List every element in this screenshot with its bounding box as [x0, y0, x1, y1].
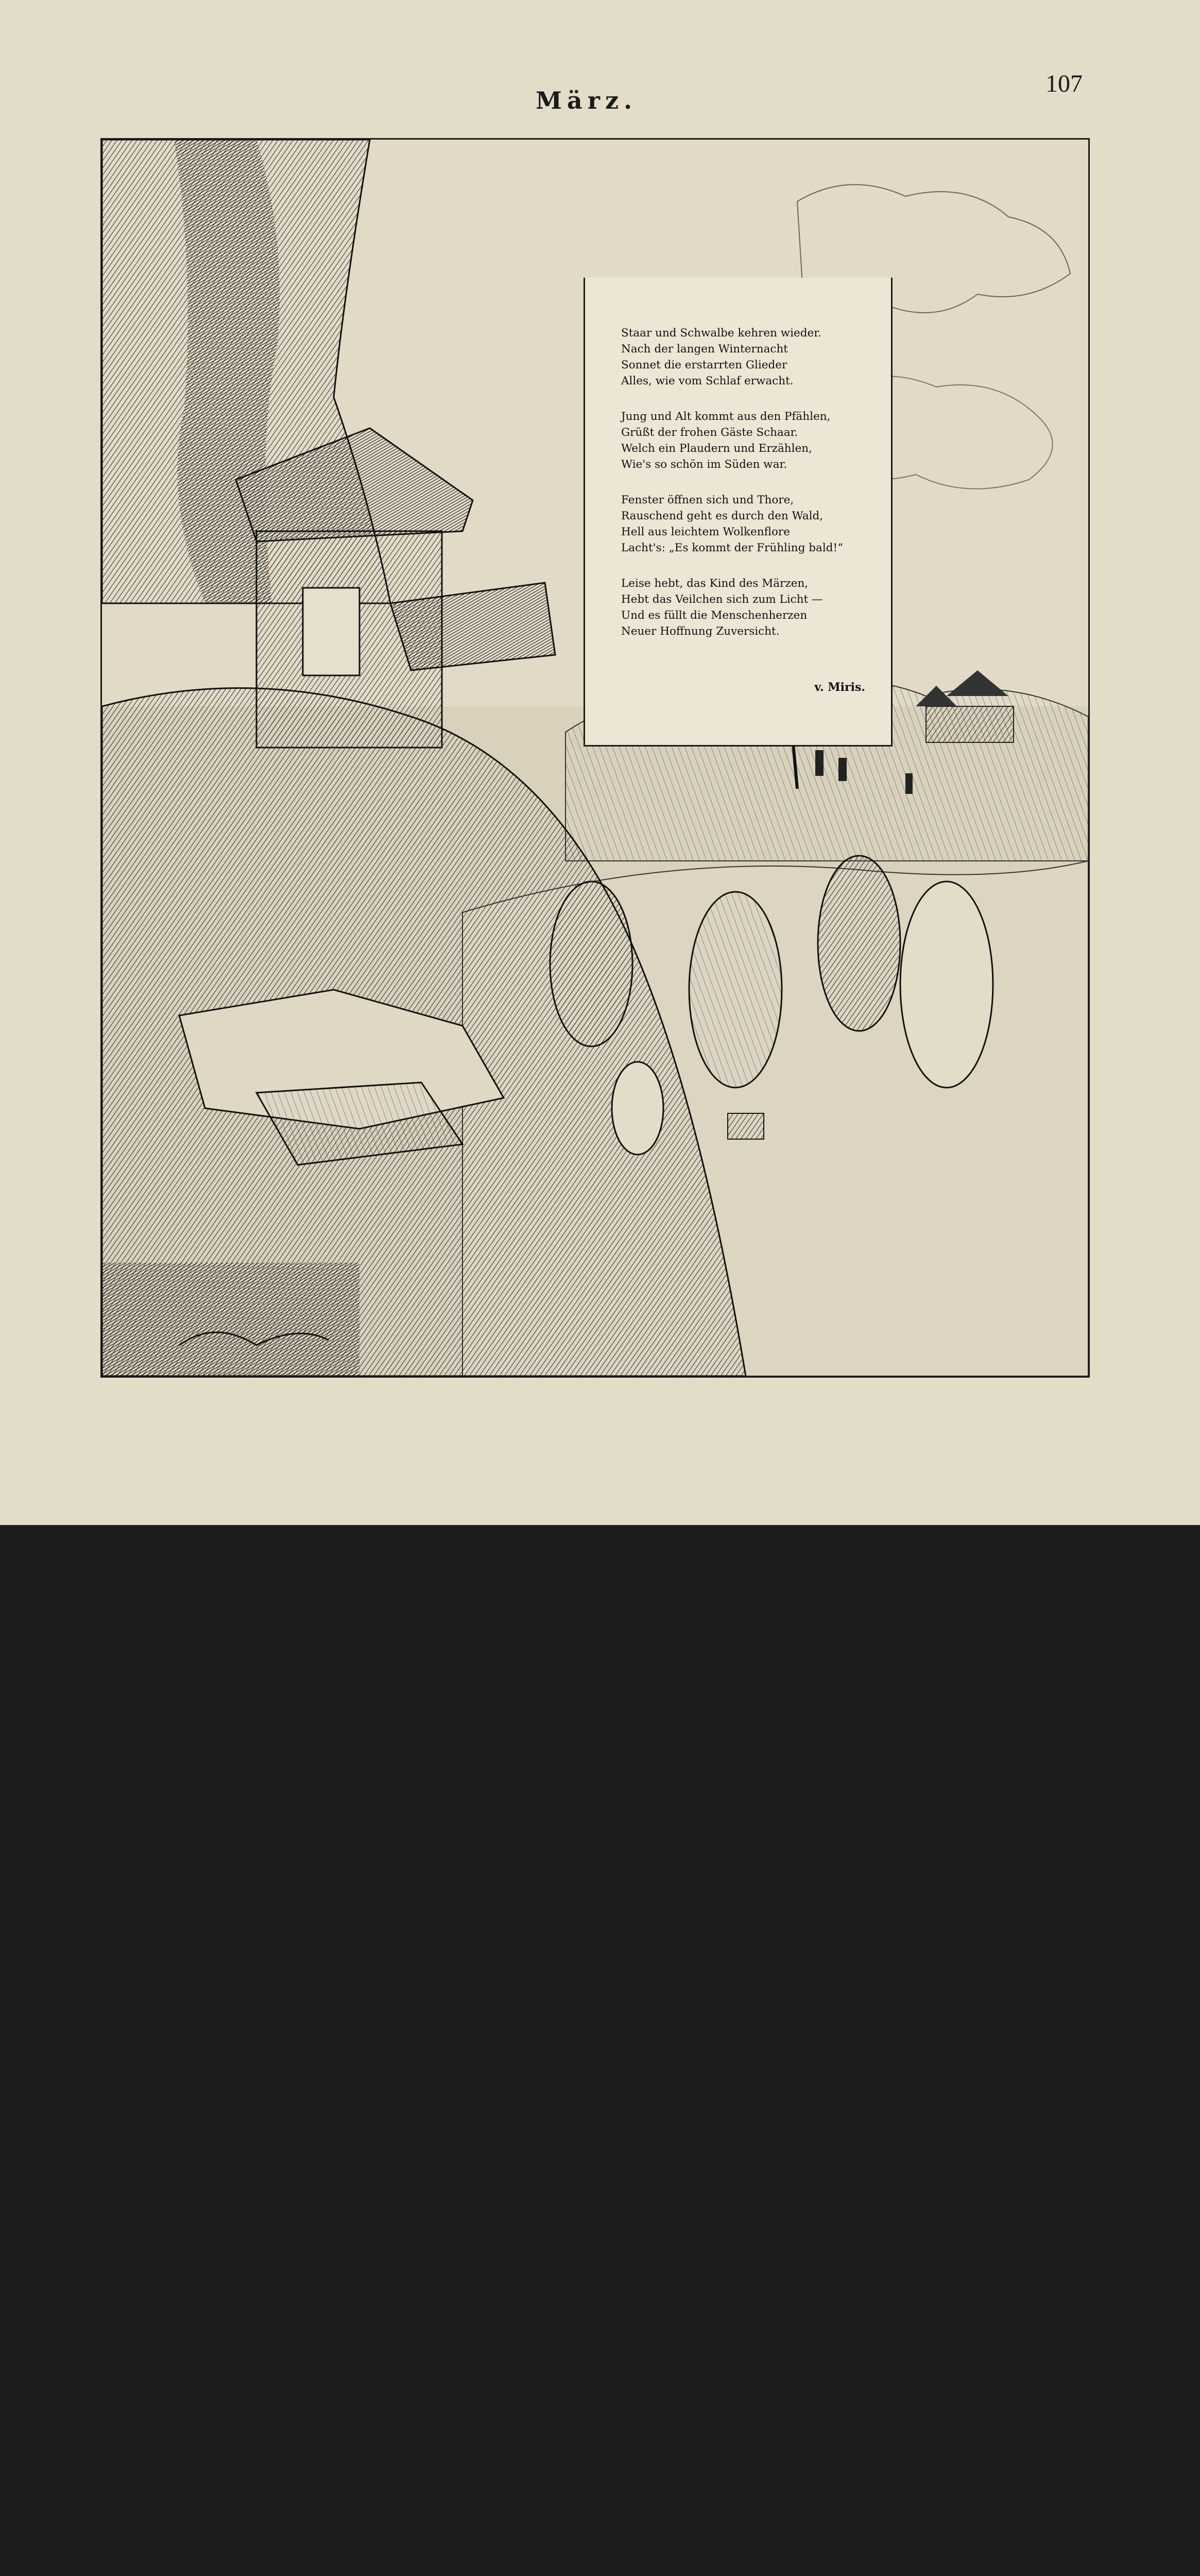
poem-line: Grüßt der frohen Gäste Schaar.: [621, 426, 798, 439]
poem-line: Lacht's: „Es kommt der Frühling bald!“: [621, 541, 844, 554]
poem-line: Staar und Schwalbe kehren wieder.: [621, 327, 821, 340]
poem-line: Sonnet die erstarrten Glieder: [621, 359, 787, 371]
poem-box: [584, 278, 893, 747]
poem-stanza-1: [621, 325, 870, 389]
poem-line: Welch ein Plaudern und Erzählen,: [621, 442, 812, 455]
page-title: März.: [536, 87, 638, 114]
poem-line: Hebt das Veilchen sich zum Licht —: [621, 593, 823, 606]
poem-line: Fenster öffnen sich und Thore,: [621, 494, 794, 506]
woodcut-illustration: [100, 138, 1090, 1378]
poem-line: Hell aus leichtem Wolkenflore: [621, 526, 790, 538]
poem-line: Nach der langen Winternacht: [621, 343, 788, 355]
poem-stanza-4: [621, 575, 870, 639]
poem-line: Neuer Hoffnung Zuversicht.: [621, 625, 780, 638]
viewer-footer: [0, 1525, 1200, 1602]
poem-line: Leise hebt, das Kind des Märzen,: [621, 577, 809, 590]
page-number: 107: [1045, 70, 1083, 97]
poem-line: Alles, wie vom Schlaf erwacht.: [621, 375, 794, 387]
poem-line: Jung und Alt kommt aus den Pfählen,: [621, 410, 831, 423]
poem-line: Wie's so schön im Süden war.: [621, 458, 787, 471]
poem-stanza-3: [621, 492, 870, 556]
poem-author: v. Miris.: [814, 681, 865, 694]
poem-line: Und es füllt die Menschenherzen: [621, 609, 808, 622]
poem-line: Rauschend geht es durch den Wald,: [621, 510, 824, 522]
poem-stanza-2: [621, 409, 870, 472]
